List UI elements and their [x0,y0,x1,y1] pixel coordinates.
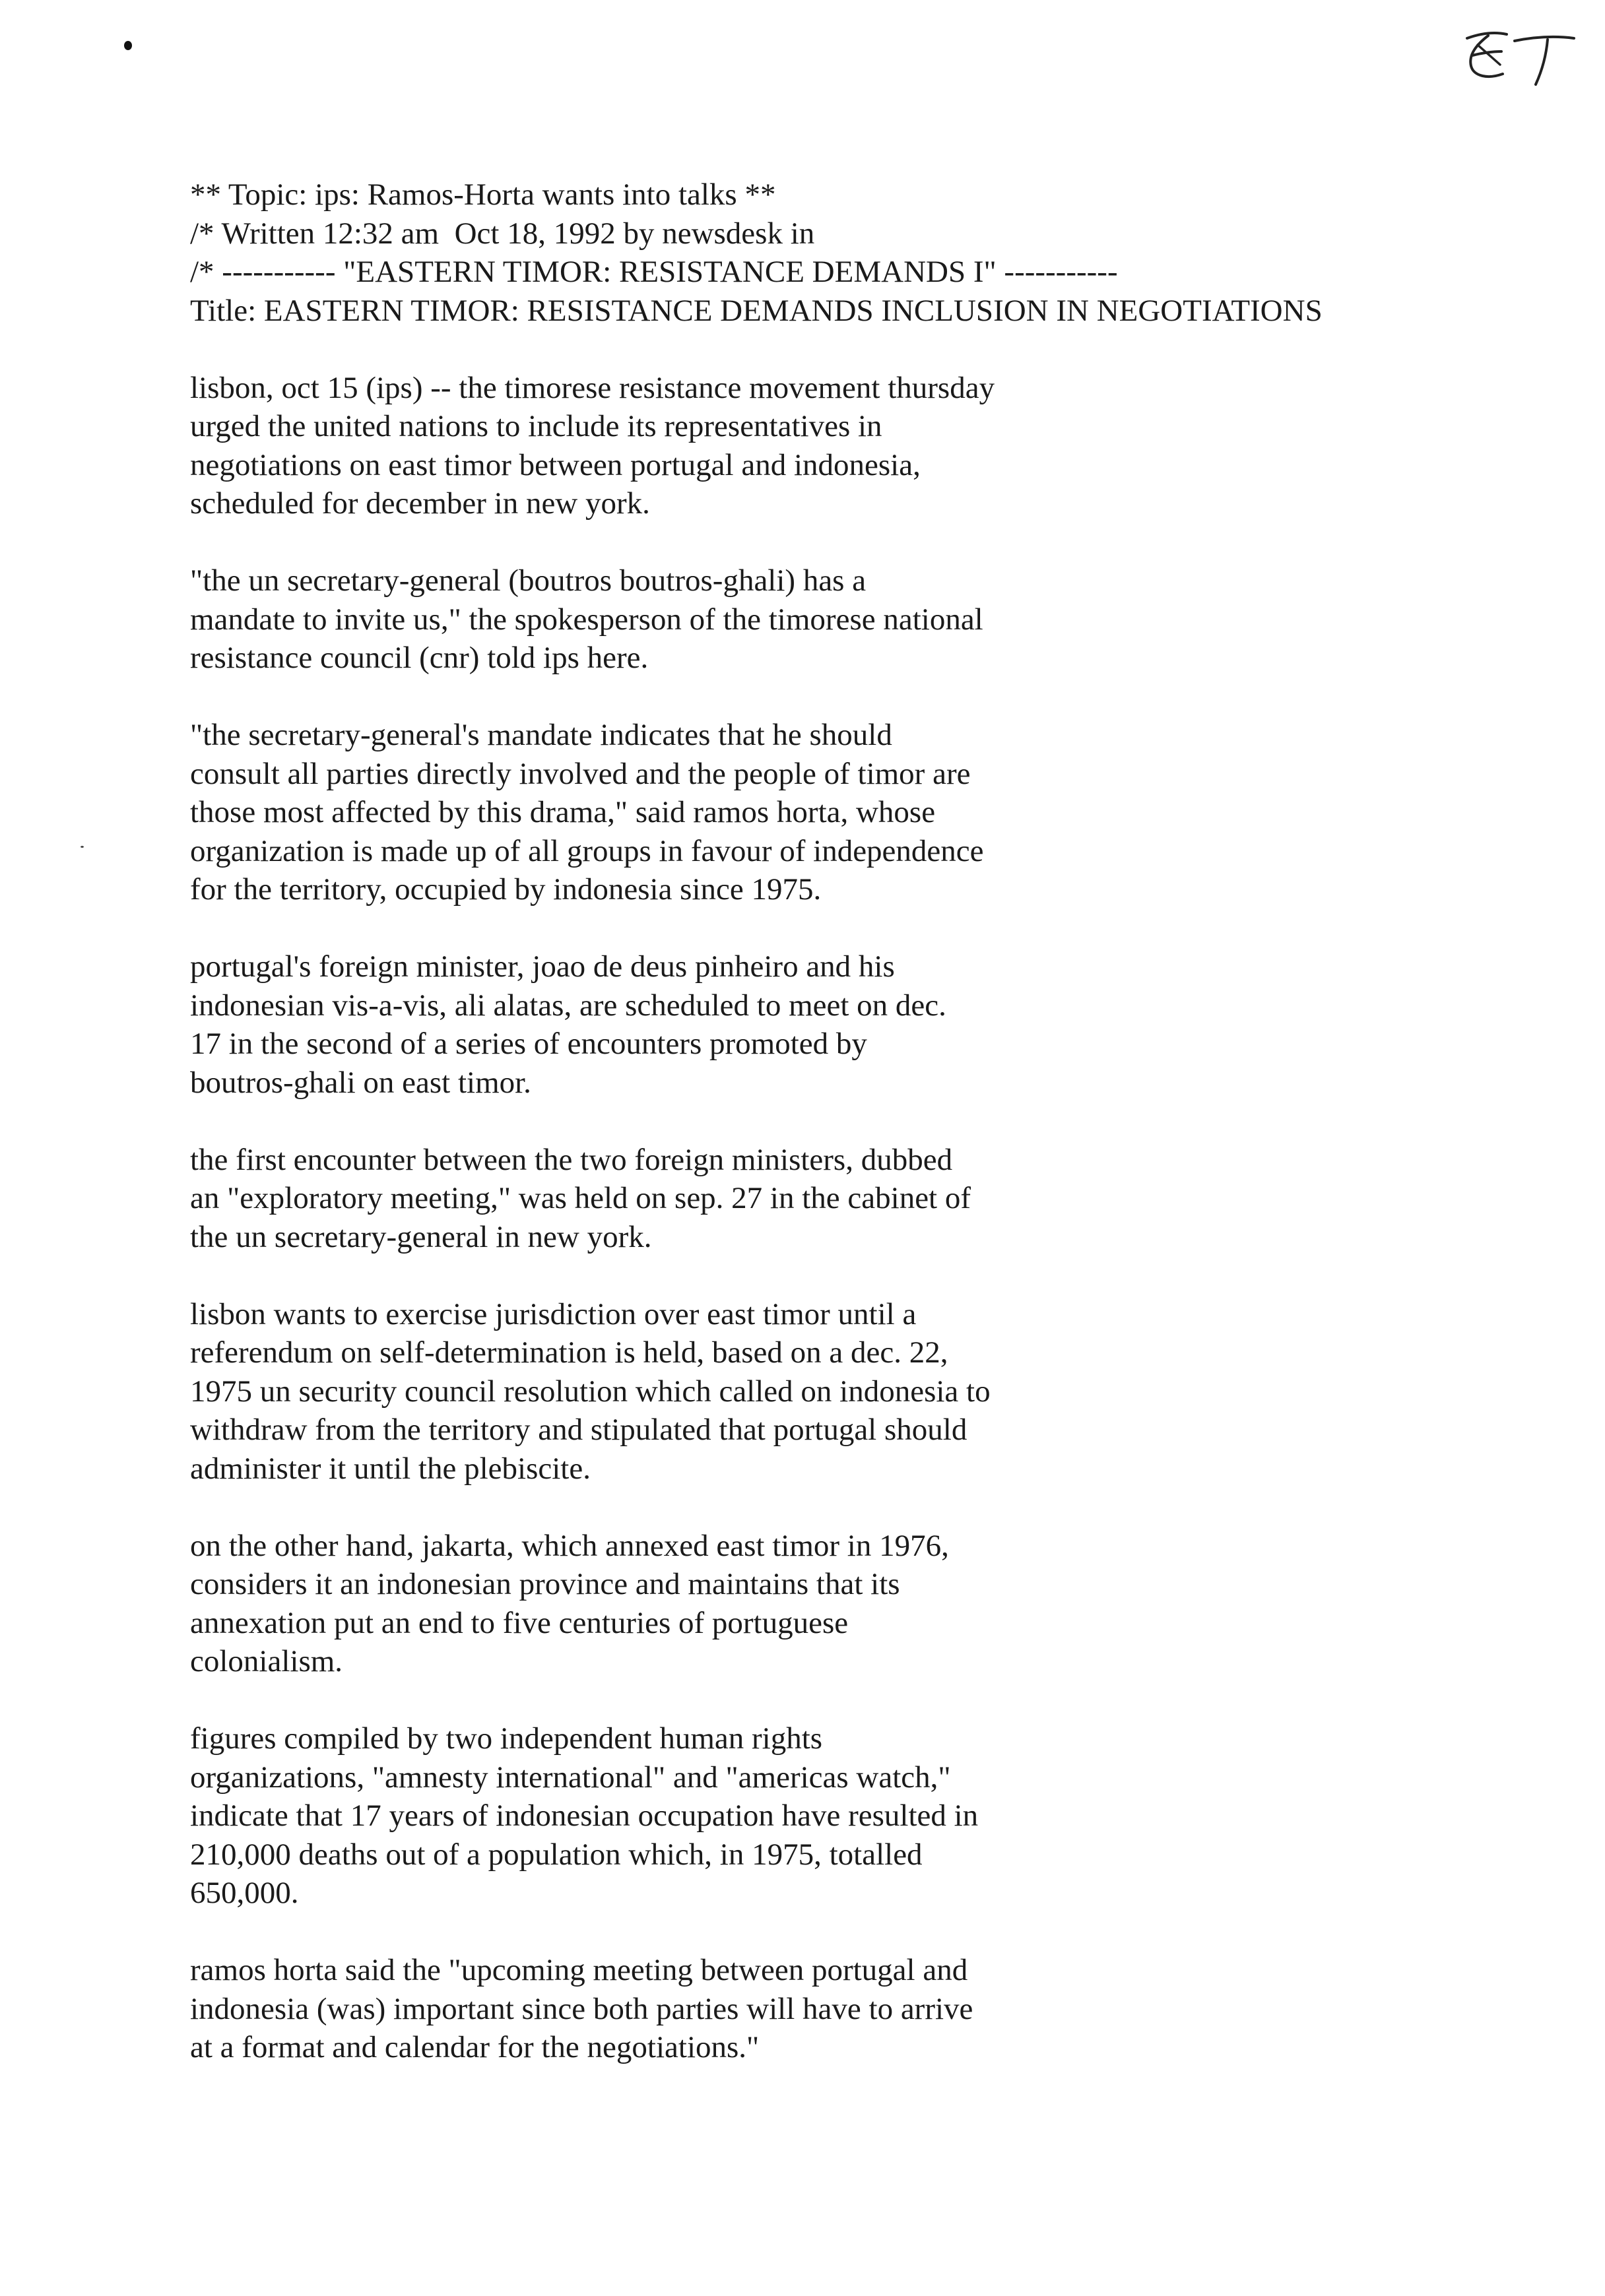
text-line: 210,000 deaths out of a population which, in 1975, totalled [190,1837,923,1872]
paragraph-8 [190,1719,1510,1913]
paragraph-4 [190,947,1510,1102]
text-line: organization is made up of all groups in favour of independence [190,833,984,868]
text-line: indonesia (was) important since both parties will have to arrive [190,1991,973,2026]
text-line: consult all parties directly involved and the people of timor are [190,756,971,791]
punch-hole-dot [124,41,132,50]
header-title-line: Title: EASTERN TIMOR: RESISTANCE DEMANDS INCLUSION IN NEGOTIATIONS [190,293,1323,328]
text-line: boutros-ghali on east timor. [190,1065,531,1100]
text-line: colonialism. [190,1644,343,1678]
text-line: those most affected by this drama," said ramos horta, whose [190,795,936,829]
paragraph-9 [190,1951,1510,2067]
header-subject-line: /* ----------- "EASTERN TIMOR: RESISTANCE DEMANDS I" ----------- [190,255,1118,289]
text-line: on the other hand, jakarta, which annexed east timor in 1976, [190,1528,949,1563]
paragraph-3 [190,716,1510,909]
text-line: "the secretary-general's mandate indicates that he should [190,718,892,752]
text-line: 17 in the second of a series of encounters promoted by [190,1027,867,1061]
text-line: lisbon wants to exercise jurisdiction over east timor until a [190,1296,917,1331]
text-line: negotiations on east timor between portugal and indonesia, [190,447,921,482]
text-line: an "exploratory meeting," was held on sep. 27 in the cabinet of [190,1181,971,1215]
text-line: urged the united nations to include its representatives in [190,409,882,443]
paragraph-7 [190,1527,1510,1681]
paragraph-5 [190,1141,1510,1257]
text-line: the first encounter between the two foreign ministers, dubbed [190,1142,953,1177]
text-line: indonesian vis-a-vis, ali alatas, are scheduled to meet on dec. [190,988,946,1023]
text-line: "the un secretary-general (boutros boutros-ghali) has a [190,563,867,598]
header-topic-line: ** Topic: ips: Ramos-Horta wants into talks ** [190,177,776,212]
text-line: organizations, "amnesty international" and "americas watch," [190,1760,951,1795]
text-line: lisbon, oct 15 (ips) -- the timorese resistance movement thursday [190,370,995,405]
paragraph-2 [190,561,1510,678]
text-line: the un secretary-general in new york. [190,1219,652,1254]
document-body [190,175,1510,2067]
text-line: referendum on self-determination is held, based on a dec. 22, [190,1335,948,1370]
text-line: resistance council (cnr) told ips here. [190,641,649,675]
text-line: at a format and calendar for the negotiations." [190,2030,760,2064]
paragraph-6 [190,1295,1510,1488]
text-line: scheduled for december in new york. [190,486,650,521]
text-line: withdraw from the territory and stipulated that portugal should [190,1413,967,1447]
paragraph-1 [190,369,1510,523]
text-line: annexation put an end to five centuries of portuguese [190,1605,849,1640]
text-line: 650,000. [190,1876,299,1910]
text-line: for the territory, occupied by indonesia since 1975. [190,872,822,907]
text-line: 1975 un security council resolution which called on indonesia to [190,1374,991,1409]
handwritten-initials-mark [1449,18,1581,91]
text-line: mandate to invite us," the spokesperson of the timorese national [190,602,983,637]
text-line: considers it an indonesian province and maintains that its [190,1567,900,1601]
text-line: figures compiled by two independent human rights [190,1721,823,1756]
text-line: ramos horta said the "upcoming meeting between portugal and [190,1953,968,1987]
text-line: administer it until the plebiscite. [190,1451,591,1486]
message-header [190,175,1510,330]
scan-speck [81,846,84,848]
text-line: portugal's foreign minister, joao de deus pinheiro and his [190,949,895,984]
text-line: indicate that 17 years of indonesian occupation have resulted in [190,1799,979,1833]
header-written-line: /* Written 12:32 am Oct 18, 1992 by newsdesk in [190,216,815,251]
